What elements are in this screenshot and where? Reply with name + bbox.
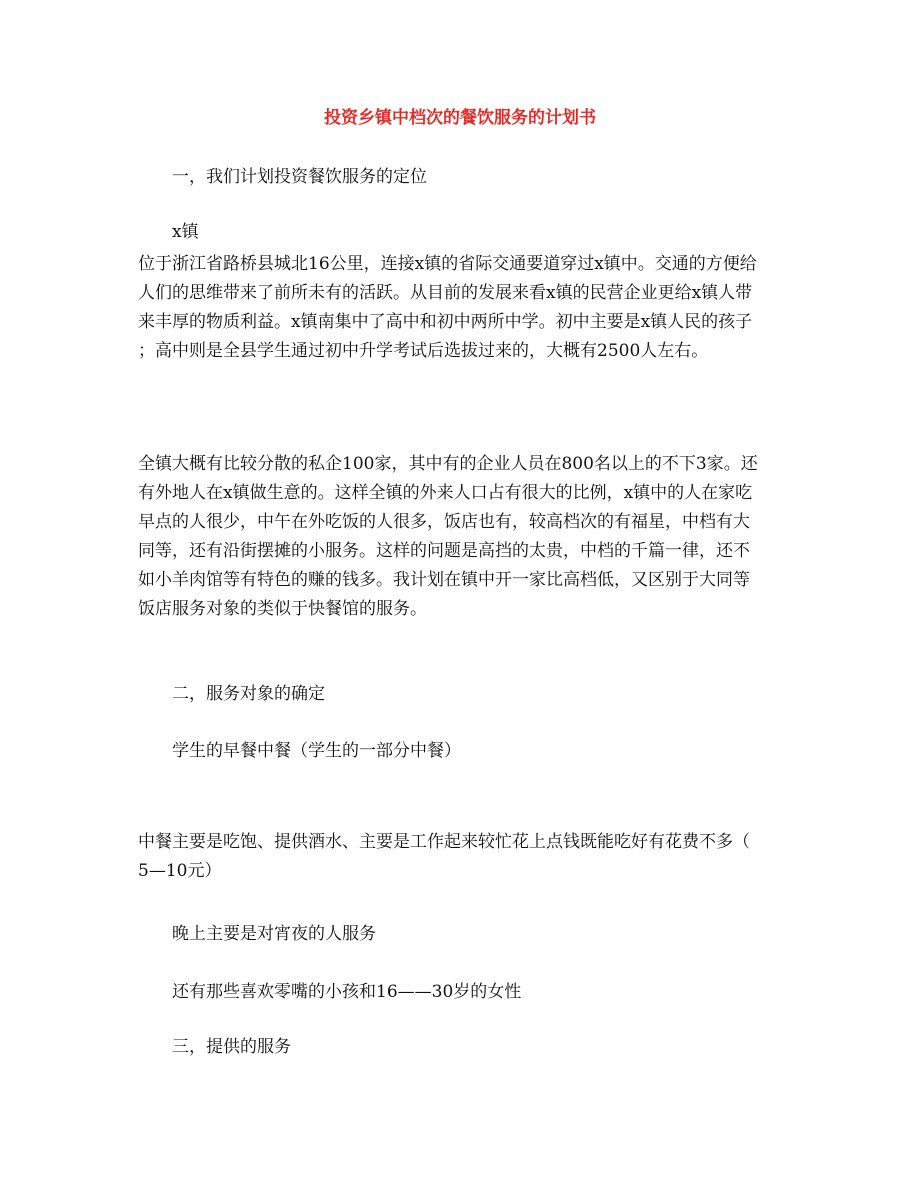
snack-customers-line: 还有那些喜欢零嘴的小孩和16——30岁的女性 — [172, 982, 522, 1002]
town-label: x镇 — [172, 222, 199, 242]
section-heading-positioning: 一，我们计划投资餐饮服务的定位 — [172, 167, 427, 187]
paragraph-line: 同等，还有沿街摆摊的小服务。这样的问题是高挡的太贵，中档的千篇一律，还不 — [138, 541, 750, 561]
paragraph-town-overview — [138, 250, 784, 366]
paragraph-line: 饭店服务对象的类似于快餐馆的服务。 — [138, 599, 427, 619]
paragraph-line: 全镇大概有比较分散的私企100家，其中有的企业人员在800名以上的不下3家。还 — [138, 454, 758, 474]
paragraph-line: 来丰厚的物质利益。x镇南集中了高中和初中两所中学。初中主要是x镇人民的孩子 — [138, 312, 753, 332]
paragraph-line: ；高中则是全县学生通过初中升学考试后选拔过来的，大概有2500人左右。 — [138, 341, 709, 361]
document-title: 投资乡镇中档次的餐饮服务的计划书 — [324, 108, 596, 128]
section-heading-services: 三，提供的服务 — [172, 1037, 291, 1057]
paragraph-line: 位于浙江省路桥县城北16公里，连接x镇的省际交通要道穿过x镇中。交通的方便给 — [138, 254, 757, 274]
paragraph-line: 人们的思维带来了前所未有的活跃。从目前的发展来看x镇的民营企业更给x镇人带 — [138, 283, 753, 303]
paragraph-line: 如小羊肉馆等有特色的赚的钱多。我计划在镇中开一家比高档低，又区别于大同等 — [138, 570, 750, 590]
paragraph-line: 5—10元） — [138, 861, 222, 881]
paragraph-line: 早点的人很少，中午在外吃饭的人很多，饭店也有，较高档次的有福星，中档有大 — [138, 512, 750, 532]
paragraph-line: 中餐主要是吃饱、提供酒水、主要是工作起来较忙花上点钱既能吃好有花费不多（ — [138, 832, 750, 852]
paragraph-lunch — [138, 828, 784, 886]
night-service-line: 晚上主要是对宵夜的人服务 — [172, 924, 376, 944]
paragraph-local-market — [138, 450, 784, 624]
students-meal-line: 学生的早餐中餐（学生的一部分中餐） — [172, 741, 461, 761]
section-heading-target-customers: 二，服务对象的确定 — [172, 684, 325, 704]
paragraph-line: 有外地人在x镇做生意的。这样全镇的外来人口占有很大的比例，x镇中的人在家吃 — [138, 483, 753, 503]
